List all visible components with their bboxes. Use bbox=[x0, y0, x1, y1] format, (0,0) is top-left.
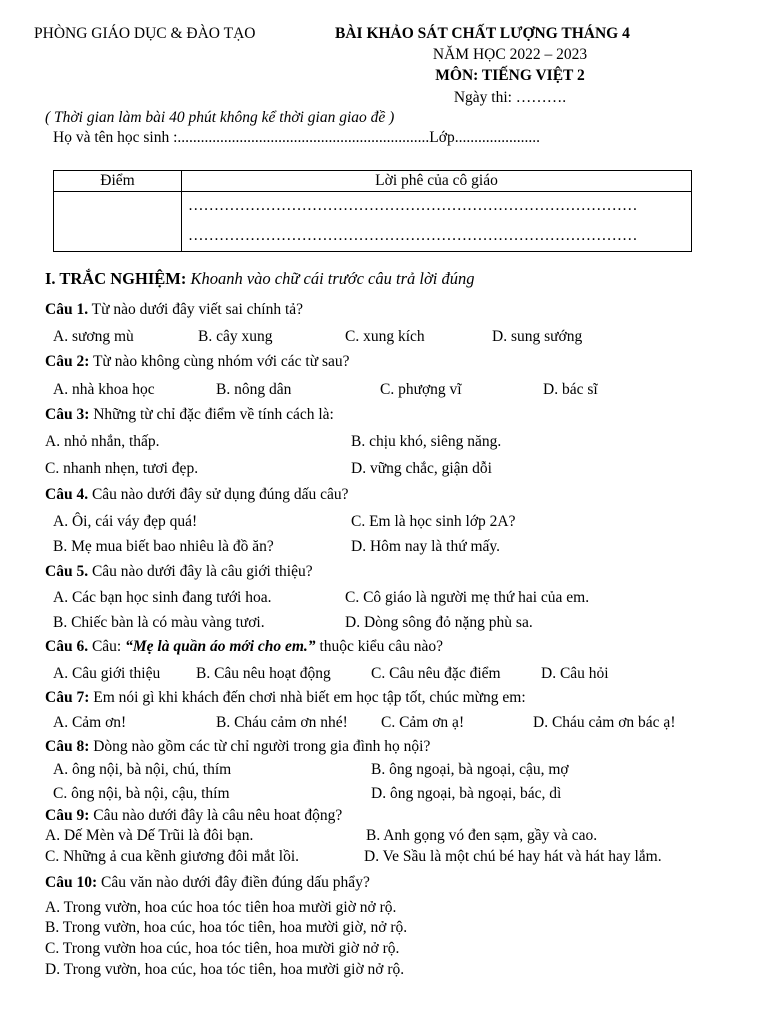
option[interactable]: B. Câu nêu hoạt động bbox=[196, 665, 331, 682]
option[interactable]: A. Trong vườn, hoa cúc hoa tóc tiên hoa mười giờ nở rộ. bbox=[45, 899, 397, 916]
question-10 bbox=[45, 874, 370, 892]
option[interactable]: D. Dòng sông đỏ nặng phù sa. bbox=[345, 614, 533, 631]
option[interactable]: C. Trong vườn hoa cúc, hoa tóc tiên, hoa mười giờ nở rộ. bbox=[45, 940, 400, 957]
option[interactable]: D. vững chắc, giận dỗi bbox=[351, 460, 492, 477]
question-text: Từ nào dưới đây viết sai chính tả? bbox=[88, 301, 304, 318]
option[interactable]: A. nhà khoa học bbox=[53, 381, 155, 398]
question-3 bbox=[45, 406, 334, 424]
option[interactable]: D. ông ngoại, bà ngoại, bác, dì bbox=[371, 785, 562, 802]
school-year: NĂM HỌC 2022 – 2023 bbox=[432, 46, 588, 63]
comment-cell[interactable] bbox=[182, 192, 692, 252]
option[interactable]: A. nhỏ nhắn, thấp. bbox=[45, 433, 160, 450]
section-instruction: Khoanh vào chữ cái trước câu trả lời đúng bbox=[186, 269, 475, 288]
option[interactable]: B. Anh gọng vó đen sạm, gầy và cao. bbox=[366, 827, 598, 844]
question-text: Câu văn nào dưới đây điền đúng dấu phẩy? bbox=[97, 874, 370, 891]
option[interactable]: D. Cháu cảm ơn bác ạ! bbox=[533, 714, 676, 731]
question-text: Câu nào dưới đây là câu giới thiệu? bbox=[88, 563, 313, 580]
question-text: Từ nào không cùng nhóm với các từ sau? bbox=[89, 353, 350, 370]
option[interactable]: C. Câu nêu đặc điểm bbox=[371, 665, 501, 682]
option[interactable]: B. Trong vườn, hoa cúc, hoa tóc tiên, hoa mười giờ, nở rộ. bbox=[45, 919, 408, 936]
option[interactable]: C. xung kích bbox=[345, 328, 425, 345]
option[interactable]: A. Dế Mèn và Dế Trũi là đôi bạn. bbox=[45, 827, 254, 844]
option[interactable]: A. Cảm ơn! bbox=[53, 714, 127, 731]
exam-title: BÀI KHẢO SÁT CHẤT LƯỢNG THÁNG 4 bbox=[335, 25, 630, 42]
option[interactable]: C. Em là học sinh lớp 2A? bbox=[351, 513, 516, 530]
comment-dots-line: …………………………………………………………………………… bbox=[188, 197, 638, 214]
question-label: Câu 1. bbox=[45, 301, 89, 318]
option[interactable]: A. Các bạn học sinh đang tưới hoa. bbox=[53, 589, 272, 606]
time-note: ( Thời gian làm bài 40 phút không kể thời gian giao đề ) bbox=[45, 109, 395, 126]
question-label: Câu 3: bbox=[45, 406, 90, 423]
option[interactable]: B. Mẹ mua biết bao nhiêu là đồ ăn? bbox=[53, 538, 274, 555]
option[interactable]: A. Câu giới thiệu bbox=[53, 665, 161, 682]
question-text: Những từ chỉ đặc điểm về tính cách là: bbox=[89, 406, 334, 423]
question-5 bbox=[45, 563, 313, 581]
option[interactable]: C. Cô giáo là người mẹ thứ hai của em. bbox=[345, 589, 590, 606]
question-label: Câu 4. bbox=[45, 486, 89, 503]
question-text: Câu: bbox=[88, 638, 126, 655]
option[interactable]: D. sung sướng bbox=[492, 328, 583, 345]
option[interactable]: D. bác sĩ bbox=[543, 381, 598, 398]
question-1 bbox=[45, 301, 303, 319]
option[interactable]: A. ông nội, bà nội, chú, thím bbox=[53, 761, 232, 778]
question-label: Câu 8: bbox=[45, 738, 90, 755]
option[interactable]: C. ông nội, bà nội, cậu, thím bbox=[53, 785, 230, 802]
option[interactable]: A. Ôi, cái váy đẹp quá! bbox=[53, 513, 198, 530]
question-label: Câu 10: bbox=[45, 874, 98, 891]
question-label: Câu 6. bbox=[45, 638, 89, 655]
comment-dots-line: …………………………………………………………………………… bbox=[188, 227, 638, 244]
question-text: Câu nào dưới đây là câu nêu hoat động? bbox=[89, 807, 343, 824]
question-9 bbox=[45, 807, 342, 825]
question-text: Em nói gì khi khách đến chơi nhà biết em học tập tốt, chúc mừng em: bbox=[89, 689, 526, 706]
section-title: I. TRẮC NGHIỆM: bbox=[45, 269, 187, 288]
question-quote: “Mẹ là quần áo mới cho em.” bbox=[125, 638, 316, 655]
question-label: Câu 2: bbox=[45, 353, 90, 370]
question-label: Câu 7: bbox=[45, 689, 90, 706]
question-4 bbox=[45, 486, 349, 504]
option[interactable]: D. Ve Sầu là một chú bé hay hát và hát hay lắm. bbox=[364, 848, 662, 865]
option[interactable]: B. Cháu cảm ơn nhé! bbox=[216, 714, 348, 731]
score-header: Điểm bbox=[54, 171, 182, 192]
option[interactable]: C. nhanh nhẹn, tươi đẹp. bbox=[45, 460, 199, 477]
comment-header: Lời phê của cô giáo bbox=[182, 171, 692, 192]
exam-date: Ngày thi: ………. bbox=[453, 89, 567, 106]
option[interactable]: C. Cảm ơn ạ! bbox=[381, 714, 465, 731]
question-text: Dòng nào gồm các từ chỉ người trong gia đình họ nội? bbox=[89, 738, 431, 755]
option[interactable]: B. ông ngoại, bà ngoại, cậu, mợ bbox=[371, 761, 569, 778]
grade-table bbox=[53, 170, 692, 252]
question-2 bbox=[45, 353, 350, 371]
department-name: PHÒNG GIÁO DỤC & ĐÀO TẠO bbox=[34, 25, 256, 42]
student-info-line[interactable]: Họ và tên học sinh :.................................................................Lớp...................... bbox=[53, 129, 540, 146]
option[interactable]: B. nông dân bbox=[216, 381, 292, 398]
option[interactable]: B. Chiếc bàn là có màu vàng tươi. bbox=[53, 614, 265, 631]
question-label: Câu 9: bbox=[45, 807, 90, 824]
option[interactable]: B. chịu khó, siêng năng. bbox=[351, 433, 502, 450]
score-cell[interactable] bbox=[54, 192, 182, 252]
question-8 bbox=[45, 738, 430, 756]
option[interactable]: C. Những ả cua kềnh giương đôi mắt lồi. bbox=[45, 848, 300, 865]
option[interactable]: D. Câu hỏi bbox=[541, 665, 609, 682]
question-7 bbox=[45, 689, 526, 707]
question-text: thuộc kiểu câu nào? bbox=[315, 638, 443, 655]
section-heading bbox=[45, 269, 474, 289]
option[interactable]: C. phượng vĩ bbox=[380, 381, 462, 398]
question-label: Câu 5. bbox=[45, 563, 89, 580]
option[interactable]: D. Hôm nay là thứ mấy. bbox=[351, 538, 501, 555]
question-6 bbox=[45, 638, 443, 656]
question-text: Câu nào dưới đây sử dụng đúng dấu câu? bbox=[88, 486, 349, 503]
option[interactable]: D. Trong vườn, hoa cúc, hoa tóc tiên, hoa mười giờ nở rộ. bbox=[45, 961, 405, 978]
subject: MÔN: TIẾNG VIỆT 2 bbox=[435, 67, 585, 84]
option[interactable]: A. sương mù bbox=[53, 328, 134, 345]
option[interactable]: B. cây xung bbox=[198, 328, 273, 345]
